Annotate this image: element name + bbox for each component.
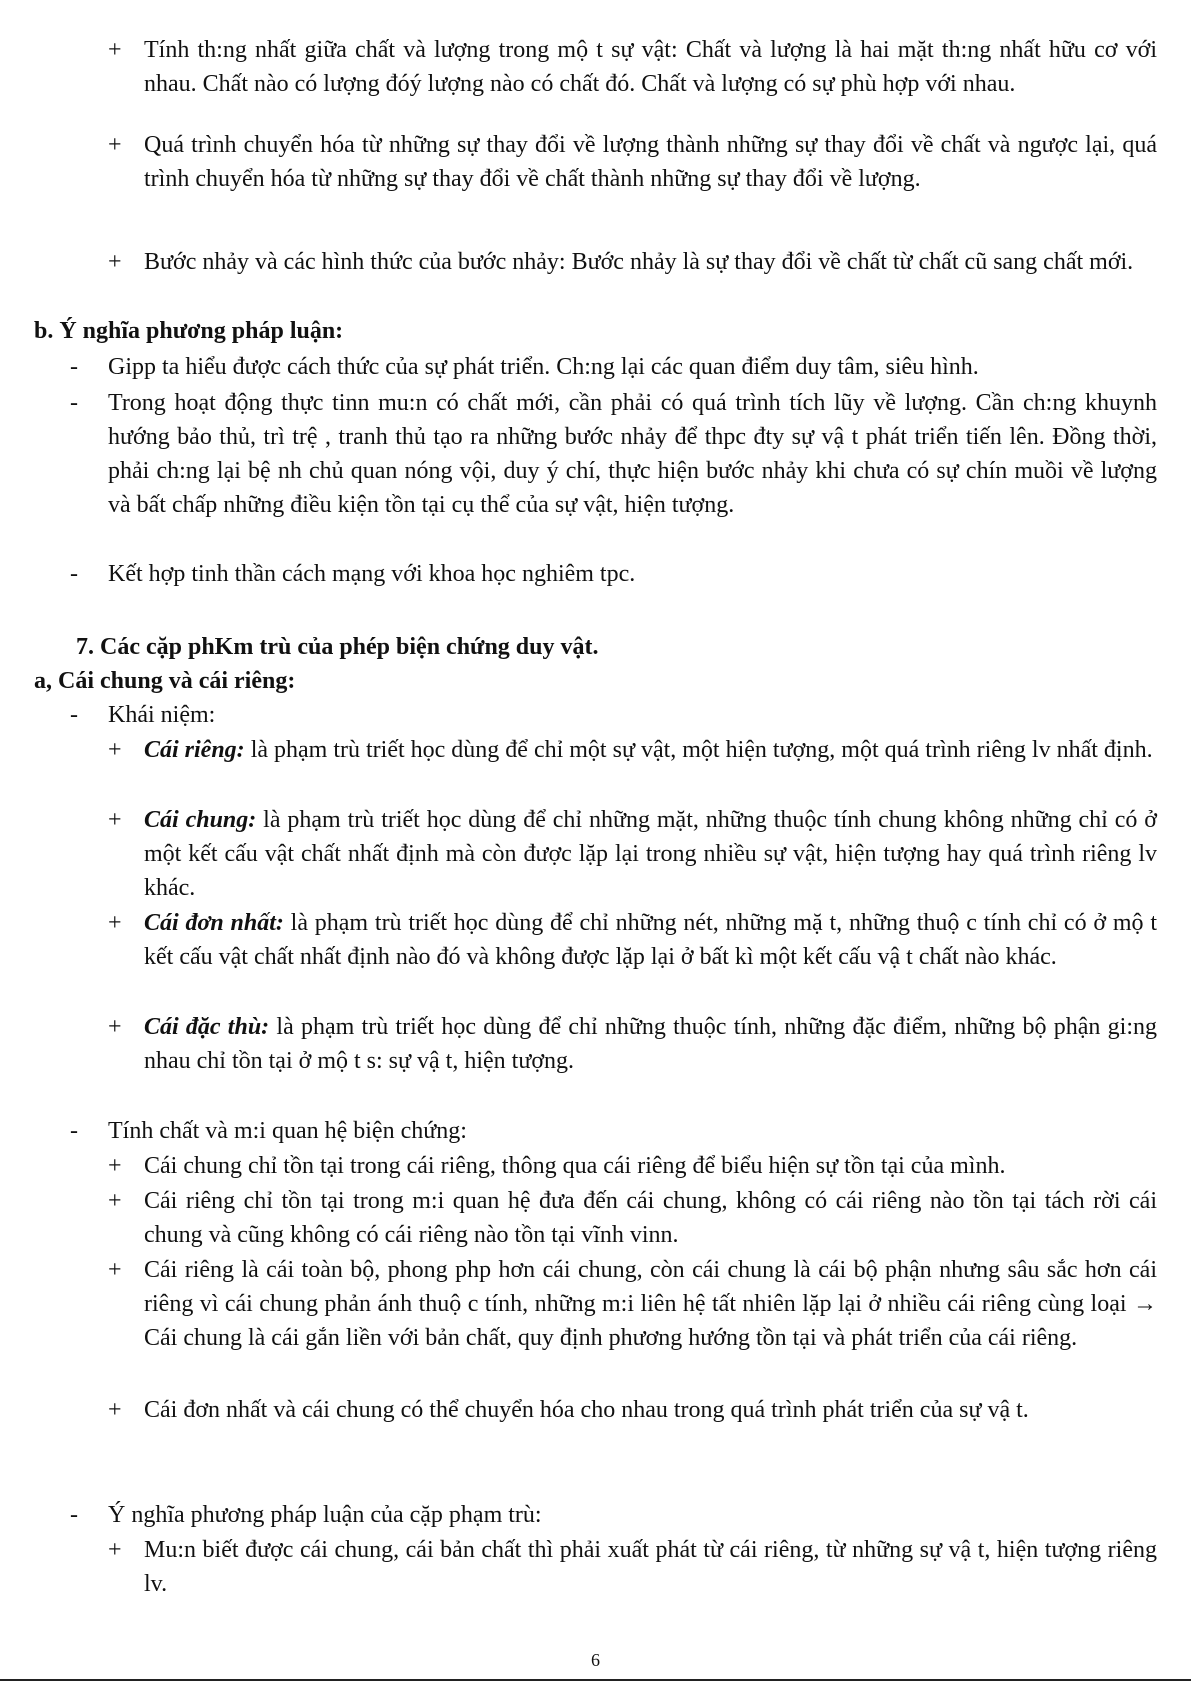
- concept-label: Khái niệm:: [108, 702, 216, 728]
- method-item: [108, 1533, 1157, 1601]
- concept-item: [108, 1010, 1157, 1078]
- list-item-text: Cái chung chỉ tồn tại trong cái riêng, thông qua cái riêng để biểu hiện sự tồn tại của mình.: [144, 1153, 1006, 1179]
- bullet-plus: +: [108, 910, 122, 936]
- bullet-dash: -: [70, 1502, 78, 1528]
- list-item-text: Cái riêng là cái toàn bộ, phong php hơn cái chung, còn cái chung là cái bộ phận nhưng sâu sắc hơn cái riêng vì cái chung phản ánh thuộ c tính, những m:i liên hệ tất nhiên lặp lại ở nhiều cái riêng cùng loại → Cái chung là cái gắn liền với bản chất, quy định phương hướng tồn tại và phát triển của cái riêng.: [144, 1257, 1157, 1351]
- concept-term: Cái riêng:: [144, 737, 245, 763]
- concept-term: Cái đặc thù:: [144, 1014, 270, 1040]
- bullet-plus: +: [108, 1014, 122, 1040]
- bullet-plus: +: [108, 807, 122, 833]
- bullet-plus: +: [108, 1257, 122, 1283]
- list-item: [108, 33, 1157, 101]
- relation-item: [108, 1393, 1157, 1427]
- section-heading: b. Ý nghĩa phương pháp luận:: [34, 318, 344, 344]
- list-item: [70, 1114, 1157, 1148]
- bullet-dash: -: [70, 702, 78, 728]
- list-item-text: Cái riêng chỉ tồn tại trong m:i quan hệ đưa đến cái chung, không có cái riêng nào tồn tại tách rời cái chung và cũng không có cái riêng nào tồn tại vĩnh vinn.: [144, 1188, 1157, 1248]
- bullet-plus: +: [108, 1397, 122, 1423]
- relation-label: Tính chất và m:i quan hệ biện chứng:: [108, 1118, 467, 1144]
- list-item: [70, 1498, 1157, 1532]
- concept-definition: là phạm trù triết học dùng để chỉ những mặt, những thuộc tính chung không những chỉ có ở một kết cấu vật chất nhất định mà còn được lặp lại trong nhiều sự vật, hiện tượng hay quá trình riêng lv khác.: [144, 807, 1157, 901]
- concept-term: Cái chung:: [144, 807, 257, 833]
- concept-term: Cái đơn nhất:: [144, 910, 284, 936]
- concept-definition: là phạm trù triết học dùng để chỉ những thuộc tính, những đặc điểm, những bộ phận gi:ng nhau chỉ tồn tại ở mộ t s: sự vậ t, hiện tượng.: [144, 1014, 1157, 1074]
- list-item: [108, 128, 1157, 196]
- list-item: [70, 557, 1157, 591]
- concept-definition: là phạm trù triết học dùng để chỉ những nét, những mặ t, những thuộ c tính chỉ có ở mộ t kết cấu vật chất nhất định nào đó và không được lặp lại ở bất kì một kết cấu vậ t chất nào khác.: [144, 910, 1157, 970]
- page-number: 6: [591, 1650, 600, 1670]
- bullet-dash: -: [70, 561, 78, 587]
- method-label: Ý nghĩa phương pháp luận của cặp phạm trù:: [108, 1502, 542, 1528]
- list-item-text: Kết hợp tinh thần cách mạng với khoa học nghiêm tpc.: [108, 561, 636, 587]
- list-item-text: Cái đơn nhất và cái chung có thể chuyển hóa cho nhau trong quá trình phát triển của sự vậ t.: [144, 1397, 1029, 1423]
- list-item: [70, 698, 1157, 732]
- list-item-text: Gipp ta hiểu được cách thức của sự phát triển. Ch:ng lại các quan điểm duy tâm, siêu hình.: [108, 354, 979, 380]
- bullet-plus: +: [108, 1537, 122, 1563]
- bullet-plus: +: [108, 132, 122, 158]
- relation-item: [108, 1184, 1157, 1252]
- list-item-text: Quá trình chuyển hóa từ những sự thay đổi về lượng thành những sự thay đổi về chất và ngược lại, quá trình chuyển hóa từ những sự thay đổi về chất thành những sự thay đổi về lượng.: [144, 132, 1157, 192]
- relation-item: [108, 1253, 1157, 1355]
- list-item: [70, 386, 1157, 522]
- list-item: [108, 245, 1157, 279]
- list-item-text: Mu:n biết được cái chung, cái bản chất thì phải xuất phát từ cái riêng, từ những sự vậ t, hiện tượng riêng lv.: [144, 1537, 1157, 1597]
- list-item-text: Trong hoạt động thực tinn mu:n có chất mới, cần phải có quá trình tích lũy về lượng. Cần ch:ng khuynh hướng bảo thủ, trì trệ , tranh thủ tạo ra những bước nhảy để thpc đty sự vậ t phát triển tiến lên. Đồng thời, phải ch:ng lại bệ nh chủ quan nóng vội, duy ý chí, thực hiện bước nhảy khi chưa có sự chín muồi về lượng và bất chấp những điều kiện tồn tại cụ thể của sự vật, hiện tượng.: [108, 390, 1157, 518]
- subsection-heading: a, Cái chung và cái riêng:: [34, 668, 296, 694]
- list-item: [70, 350, 1157, 384]
- list-item-text: Tính th:ng nhất giữa chất và lượng trong mộ t sự vật: Chất và lượng là hai mặt th:ng nhất hữu cơ với nhau. Chất nào có lượng đóý lượng nào có chất đó. Chất và lượng có sự phù hợp với nhau.: [144, 37, 1157, 97]
- concept-definition: là phạm trù triết học dùng để chỉ một sự vật, một hiện tượng, một quá trình riêng lv nhất định.: [244, 737, 1153, 763]
- footer-divider: [0, 1679, 1191, 1681]
- bullet-plus: +: [108, 1188, 122, 1214]
- section-heading: 7. Các cặp phKm trù của phép biện chứng duy vật.: [76, 634, 599, 660]
- bullet-dash: -: [70, 354, 78, 380]
- bullet-plus: +: [108, 249, 122, 275]
- list-item-text: Bước nhảy và các hình thức của bước nhảy: Bước nhảy là sự thay đổi về chất từ chất cũ sang chất mới.: [144, 249, 1134, 275]
- concept-item: [108, 803, 1157, 905]
- bullet-plus: +: [108, 737, 122, 763]
- bullet-plus: +: [108, 37, 122, 63]
- relation-item: [108, 1149, 1157, 1183]
- concept-item: [108, 906, 1157, 974]
- bullet-dash: -: [70, 390, 78, 416]
- bullet-dash: -: [70, 1118, 78, 1144]
- bullet-plus: +: [108, 1153, 122, 1179]
- concept-item: [108, 733, 1157, 767]
